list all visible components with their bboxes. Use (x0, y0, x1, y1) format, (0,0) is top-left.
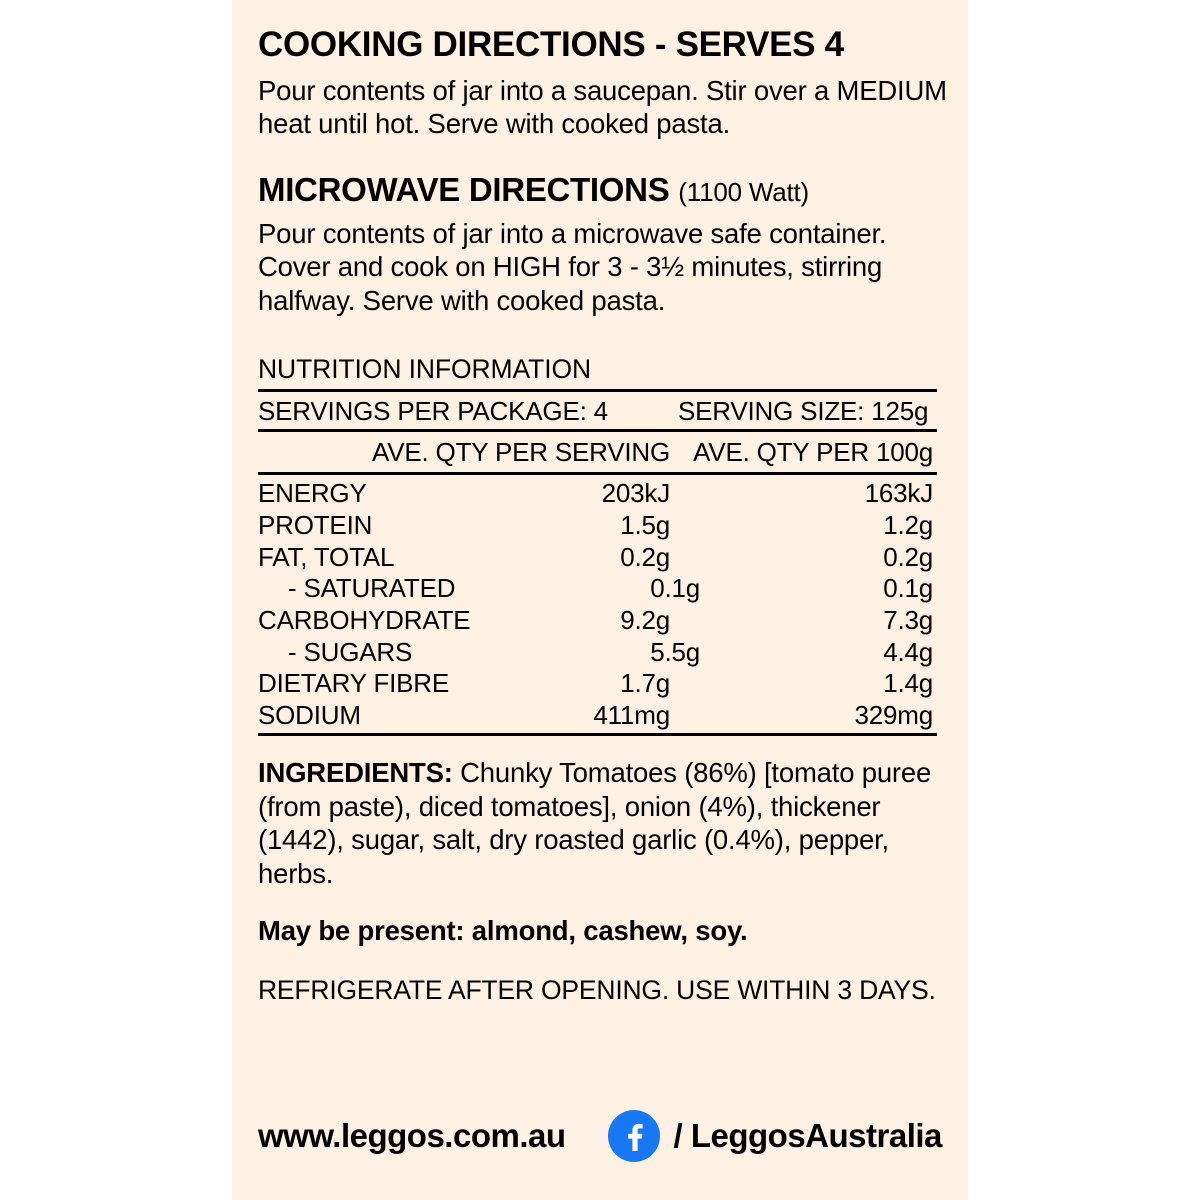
nutrient-per-serving: 0.2g (620, 541, 670, 572)
website-link[interactable]: www.leggos.com.au (258, 1117, 566, 1154)
microwave-wattage: (1100 Watt) (678, 176, 810, 207)
nutrition-column-headers (258, 432, 937, 475)
allergen-statement: May be present: almond, cashew, soy. (258, 915, 748, 947)
label-content (258, 0, 948, 1200)
serving-size: SERVING SIZE: 125g (678, 395, 929, 426)
nutrient-per-serving: 203kJ (601, 478, 670, 509)
ingredients-text: Chunky Tomatoes (86%) [tomato puree (from paste), diced tomatoes], onion (4%), thickener (1442), sugar, salt, dry roasted garlic (0.4%), pepper, herbs. (258, 757, 932, 889)
facebook-icon[interactable] (608, 1110, 660, 1162)
nutrient-name: ENERGY (258, 478, 367, 509)
nutrient-per-100g: 4.4g (883, 636, 933, 667)
nutrition-title: NUTRITION INFORMATION (258, 354, 937, 392)
nutrient-name: CARBOHYDRATE (258, 605, 471, 636)
footer (258, 1110, 948, 1162)
nutrient-per-100g: 0.1g (883, 573, 933, 604)
nutrient-per-100g: 0.2g (883, 541, 933, 572)
nutrient-name: - SUGARS (288, 636, 413, 667)
nutrition-rows (258, 475, 937, 736)
table-row (258, 478, 937, 510)
column-header-per-serving: AVE. QTY PER SERVING (372, 437, 670, 468)
nutrient-per-100g: 1.4g (883, 668, 933, 699)
table-row (258, 636, 937, 668)
nutrient-per-100g: 7.3g (883, 605, 933, 636)
column-header-per-100g: AVE. QTY PER 100g (693, 437, 933, 468)
microwave-directions-heading (258, 172, 948, 208)
nutrient-name: - SATURATED (288, 573, 456, 604)
nutrient-per-100g: 163kJ (864, 478, 933, 509)
microwave-directions-body: Pour contents of jar into a microwave safe container. Cover and cook on HIGH for 3 - 3½ minutes, stirring halfway. Serve with cooked pasta. (258, 217, 887, 316)
table-row (258, 668, 937, 700)
nutrient-name: FAT, TOTAL (258, 541, 395, 572)
nutrient-name: PROTEIN (258, 510, 373, 541)
nutrient-per-serving: 1.7g (620, 668, 670, 699)
table-row (258, 573, 937, 605)
nutrient-name: SODIUM (258, 700, 361, 731)
ingredients-paragraph (258, 756, 948, 890)
cooking-directions-body: Pour contents of jar into a saucepan. Stir over a MEDIUM heat until hot. Serve with cooked pasta. (258, 74, 947, 140)
ingredients-label: INGREDIENTS: (258, 757, 453, 789)
facebook-handle[interactable]: / LeggosAustralia (673, 1117, 942, 1154)
table-row (258, 541, 937, 573)
nutrition-servings-row (258, 392, 937, 433)
table-row (258, 605, 937, 637)
nutrient-per-serving: 1.5g (620, 510, 670, 541)
nutrient-name: DIETARY FIBRE (258, 668, 450, 699)
microwave-directions-title: MICROWAVE DIRECTIONS (258, 170, 670, 208)
servings-per-package: SERVINGS PER PACKAGE: 4 (258, 395, 608, 426)
nutrition-information-table (258, 354, 937, 737)
nutrient-per-serving: 0.1g (650, 573, 700, 604)
nutrient-per-100g: 329mg (854, 700, 933, 731)
nutrient-per-serving: 9.2g (620, 605, 670, 636)
nutrient-per-serving: 5.5g (650, 636, 700, 667)
storage-statement: REFRIGERATE AFTER OPENING. USE WITHIN 3 DAYS. (258, 975, 936, 1006)
cooking-directions-heading: COOKING DIRECTIONS - SERVES 4 (258, 25, 844, 64)
nutrient-per-100g: 1.2g (883, 510, 933, 541)
table-row (258, 510, 937, 542)
nutrient-per-serving: 411mg (593, 700, 670, 731)
table-row (258, 700, 937, 732)
